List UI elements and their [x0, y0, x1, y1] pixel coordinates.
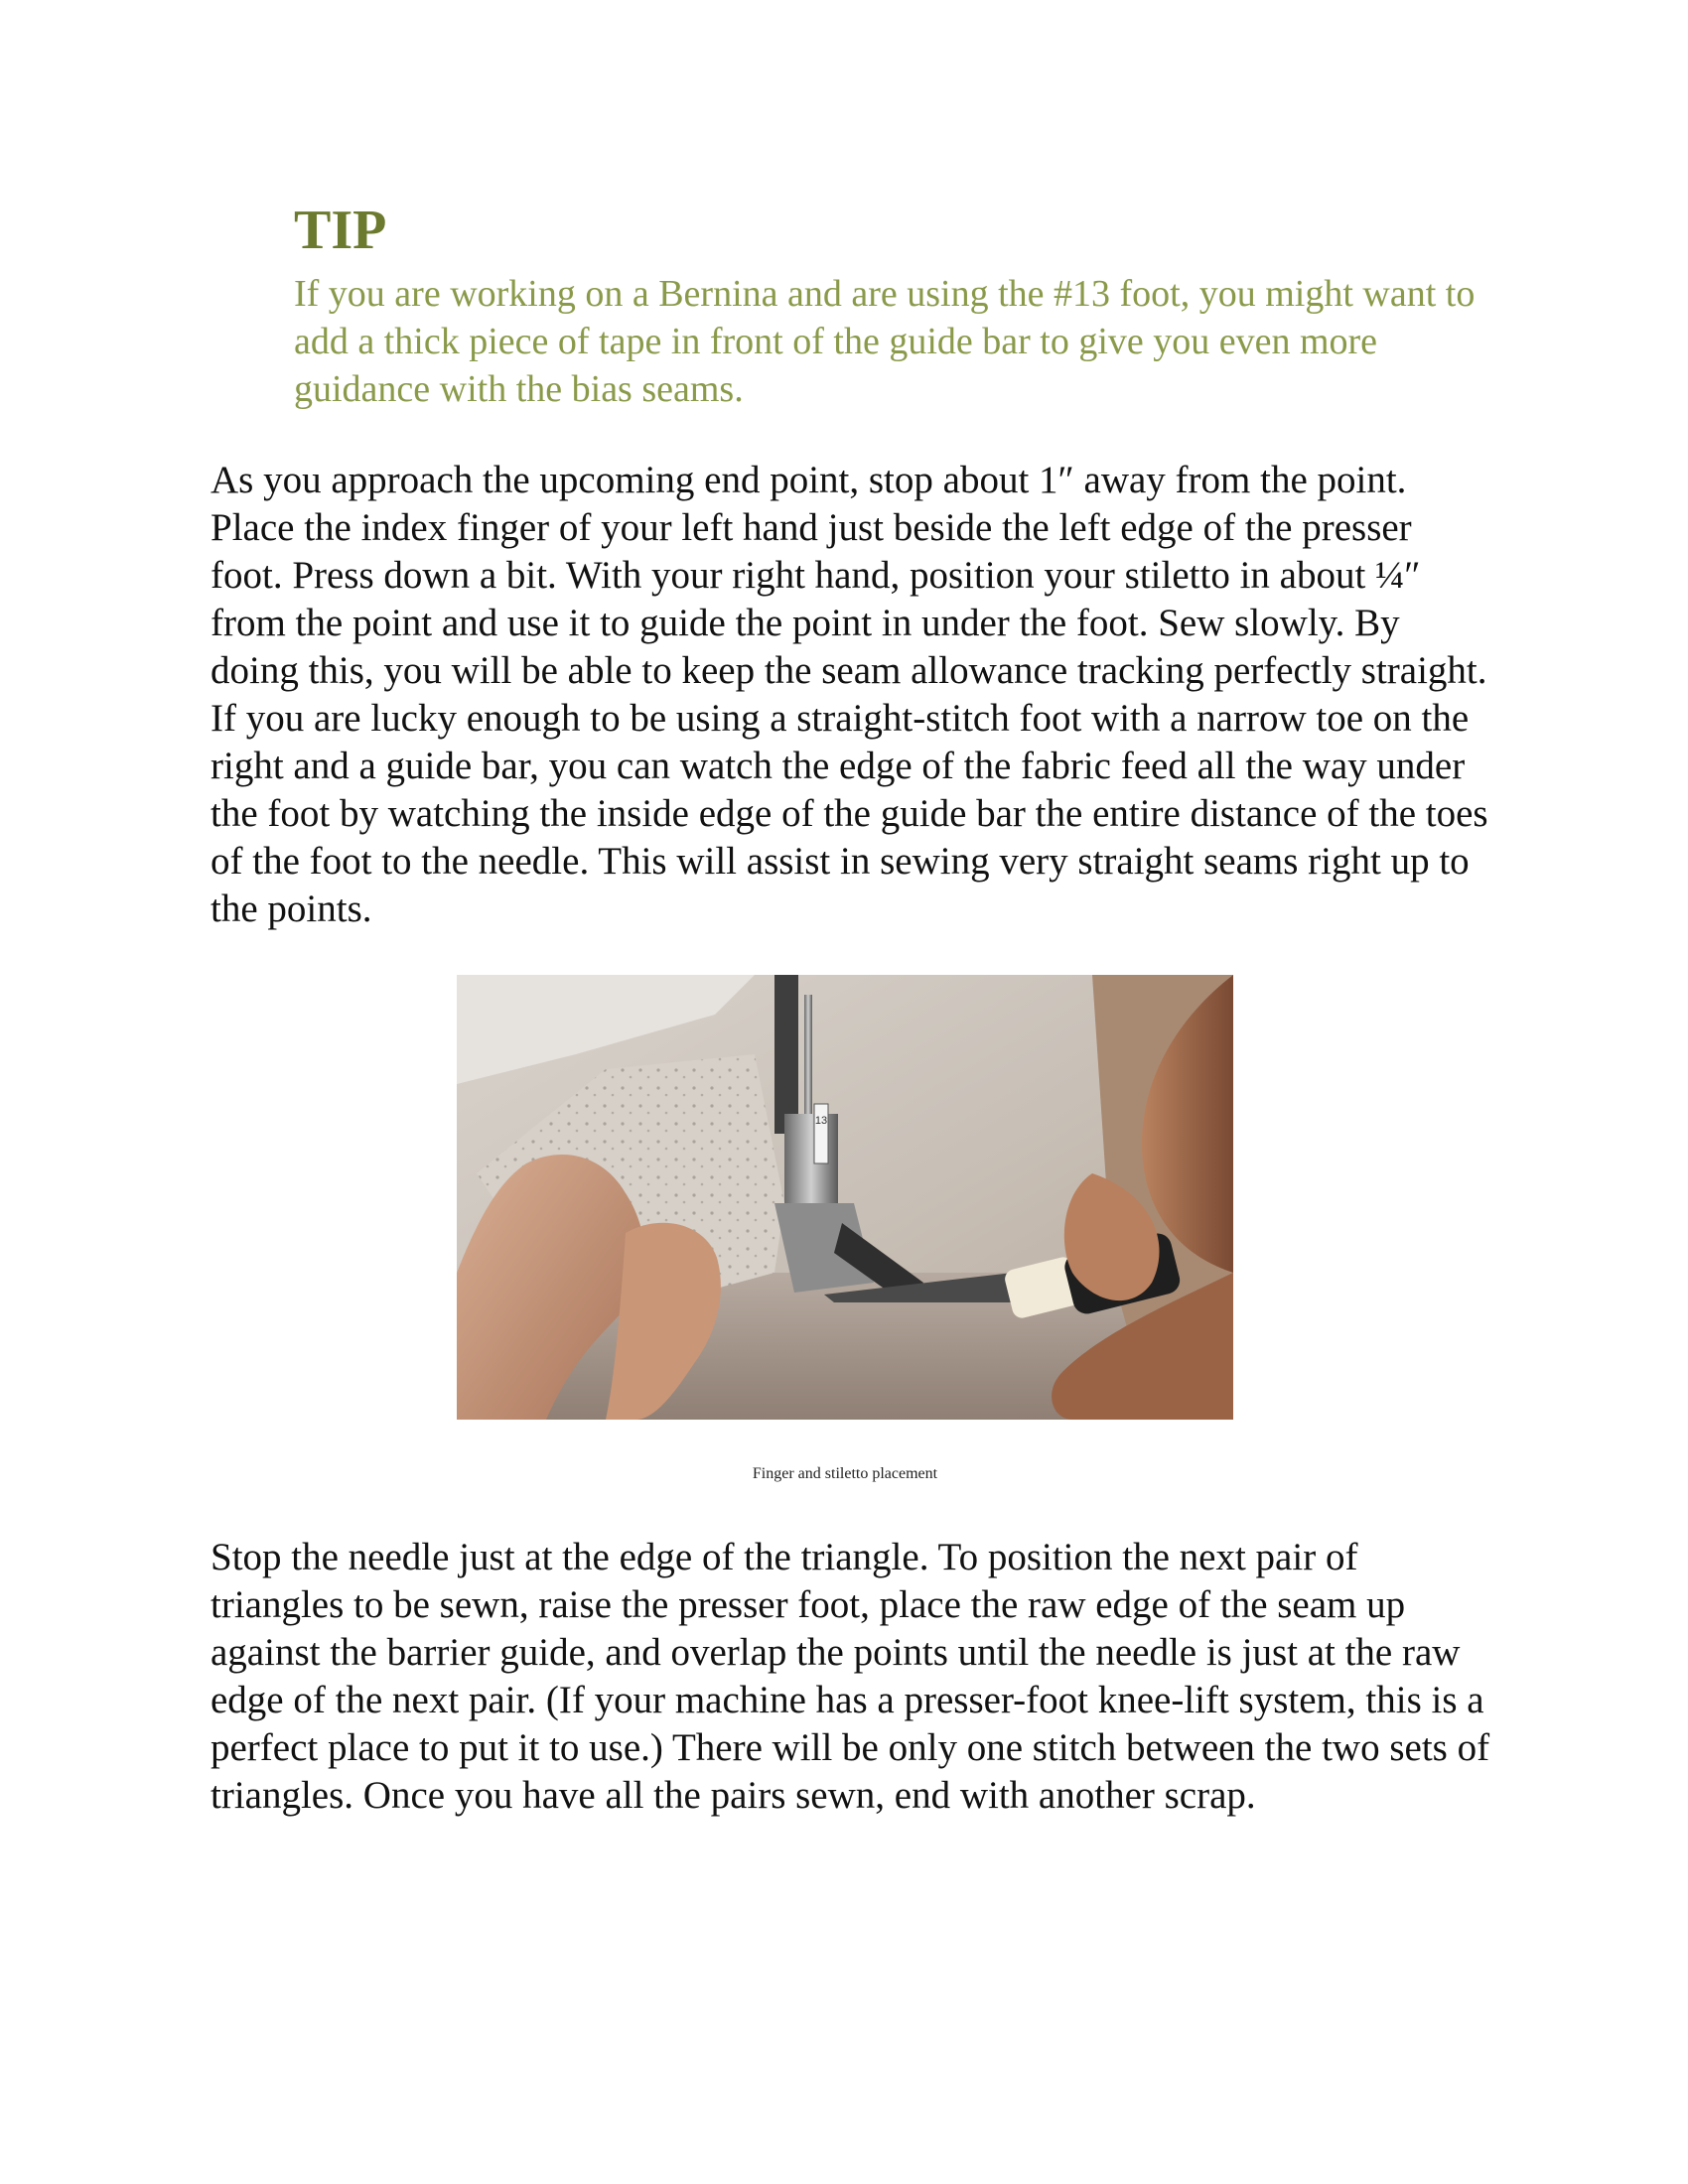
figure-caption: Finger and stiletto placement — [752, 1465, 938, 1482]
tip-box — [294, 199, 1485, 413]
figure-photo — [457, 975, 1233, 1420]
tip-heading: TIP — [294, 200, 387, 261]
body-paragraph-1: As you approach the upcoming end point, stop about 1″ away from the point. Place the index finger of your left hand just beside the left edge of the presser foot. Press down a bit. With your right hand, position your stiletto in about ¼″ from the point and use it to guide the point in under the foot. Sew slowly. By doing this, you will be able to keep the seam allowance tracking perfectly straight. If you are lucky enough to be using a straight-stitch foot with a narrow toe on the right and a guide bar, you can watch the edge of the fabric feed all the way under the foot by watching the inside edge of the guide bar the entire distance of the toes of the foot to the needle. This will assist in sewing very straight seams right up to the points. — [211, 459, 1488, 930]
foot-number-label: 13 — [814, 1115, 828, 1127]
body-paragraph-2: Stop the needle just at the edge of the triangle. To position the next pair of triangles to be sewn, raise the presser foot, place the raw edge of the seam up against the barrier guide, and overlap the points until the needle is just at the raw edge of the next pair. (If your machine has a presser-foot knee-lift system, this is a perfect place to put it to use.) There will be only one stitch between the two sets of triangles. Once you have all the pairs sewn, end with another scrap. — [211, 1536, 1490, 1817]
sewing-machine-photo — [457, 975, 1233, 1420]
tip-text: If you are working on a Bernina and are using the #13 foot, you might want to add a thick piece of tape in front of the guide bar to give you even more guidance with the bias seams. — [294, 273, 1476, 410]
